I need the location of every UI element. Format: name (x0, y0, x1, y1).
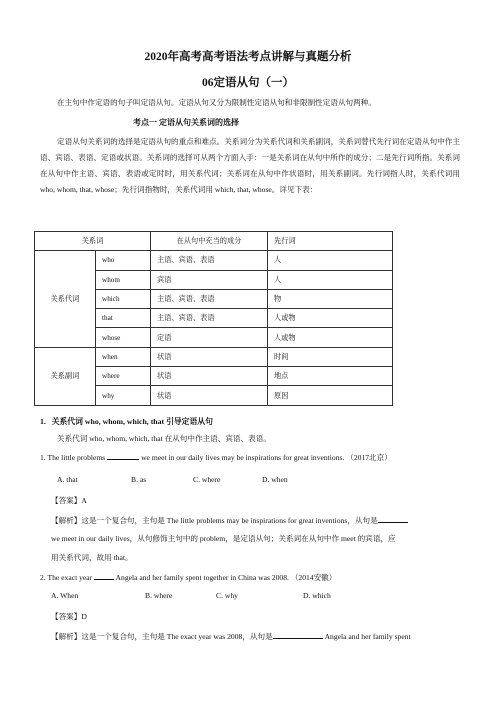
table-cell: 人 (268, 251, 393, 270)
table-header-row (35, 232, 393, 251)
q2-analysis-line (51, 630, 411, 642)
group-cell: 关系代词 (35, 251, 96, 347)
table-cell: 宾语 (151, 270, 268, 289)
table-cell: 人或物 (268, 328, 393, 347)
q1-stem-start: 1. The little problems (40, 453, 106, 462)
subsection-desc: 关系代词 who, whom, which, that 在从句中作主语、宾语、表语。 (57, 434, 271, 443)
table-header-cell: 在从句中充当的成分 (151, 232, 268, 251)
q2-analysis-blank (273, 630, 323, 639)
question-2-stem (40, 571, 336, 583)
section-heading: 考点一 定语从句关系词的选择 (133, 118, 239, 127)
table-cell: 主语、宾语、表语 (151, 289, 268, 308)
q2-analysis-tail: Angela and her family spent (324, 632, 411, 641)
relative-words-table (34, 231, 393, 406)
document-subtitle: 06定语从句（一） (202, 77, 294, 89)
q1-option: D. when (262, 475, 288, 484)
q1-analysis-line: 用关系代词，故用 that。 (51, 553, 133, 562)
table-cell: 定语 (151, 328, 268, 347)
table-row (35, 251, 393, 270)
group-cell: 关系副词 (35, 347, 96, 405)
q2-option: A. When (51, 591, 79, 600)
q1-blank (107, 451, 139, 460)
q1-analysis-text: 【解析】这是一个复合句，主句是 The little problems may be inspirations for great inventions，从句是 (51, 516, 378, 525)
table-cell: when (96, 347, 151, 366)
table-cell: who (96, 251, 151, 270)
table-cell: 时间 (268, 347, 393, 366)
q1-option: C. where (193, 475, 221, 484)
table-cell: that (96, 309, 151, 328)
table-cell: where (96, 367, 151, 386)
q1-option: A. that (57, 475, 78, 484)
table-cell: 人 (268, 270, 393, 289)
table-row (35, 347, 393, 366)
section-paragraph: 定语从句关系词的选择是定语从句的重点和难点。关系词分为关系代词和关系副词，关系词替代先行词在定语从句中作主语、宾语、表语、定语或状语。关系词的选择可从两个方面入手：一是关系词在从句中所作的成分；二是先行词所指。关系词在从句中作主语、宾语、表语或定时时，用关系代词；关系词在从句中作状语时，用关系副词。先行词指人时，关系代词用 who, whom, that, whose；先行词指物时，关系代词用 which, that, whose。详见下表： (40, 137, 460, 194)
q1-stem-end: we meet in our daily lives may be inspirations for great inventions. (141, 453, 345, 462)
q2-stem-end: Angela and her family spent together in China was 2008. (115, 573, 289, 582)
q2-option: D. which (303, 591, 331, 600)
table-cell: 状语 (151, 367, 268, 386)
table-cell: 人或物 (268, 309, 393, 328)
q1-analysis-line: we meet in our daily lives，从句修饰主句中的 problem，是定语从句；关系词在从句中作 meet 的宾语，应 (51, 534, 396, 543)
q1-analysis-line (51, 514, 408, 526)
table-cell: 主语、宾语、表语 (151, 251, 268, 270)
q2-blank (94, 571, 114, 580)
q1-answer: 【答案】A (51, 496, 87, 505)
subsection-number: 1. (40, 417, 46, 426)
subsection-heading (40, 416, 213, 427)
q2-option: B. where (145, 591, 173, 600)
table-cell: 地点 (268, 367, 393, 386)
q2-analysis-text: 【解析】这是一个复合句，主句是 The exact year was 2008，从句是 (51, 632, 273, 641)
q2-source: （2014安徽） (290, 573, 337, 582)
table-cell: which (96, 289, 151, 308)
table-cell: 主语、宾语、表语 (151, 309, 268, 328)
q1-analysis-blank (378, 514, 408, 523)
table-header-cell: 先行词 (268, 232, 393, 251)
document-title: 2020年高考高考语法考点讲解与真题分析 (144, 51, 352, 63)
q2-stem-start: 2. The exact year (40, 573, 93, 582)
table-cell: why (96, 386, 151, 405)
table-cell: 状语 (151, 347, 268, 366)
table-cell: whom (96, 270, 151, 289)
table-cell: 原因 (268, 386, 393, 405)
q1-option: B. as (131, 475, 147, 484)
table-cell: 状语 (151, 386, 268, 405)
q2-answer: 【答案】D (51, 612, 87, 621)
table-header-cell: 关系词 (35, 232, 151, 251)
subsection-title: 关系代词 who, whom, which, that 引导定语从句 (51, 417, 213, 426)
q1-source: （2017北京） (346, 453, 392, 462)
table-cell: whose (96, 328, 151, 347)
q2-option: C. why (216, 591, 238, 600)
intro-paragraph: 在主句中作定语的句子叫定语从句。定语从句又分为限制性定语从句和非限制性定语从句两种。 (57, 98, 376, 107)
question-1-stem (40, 451, 392, 463)
table-cell: 物 (268, 289, 393, 308)
